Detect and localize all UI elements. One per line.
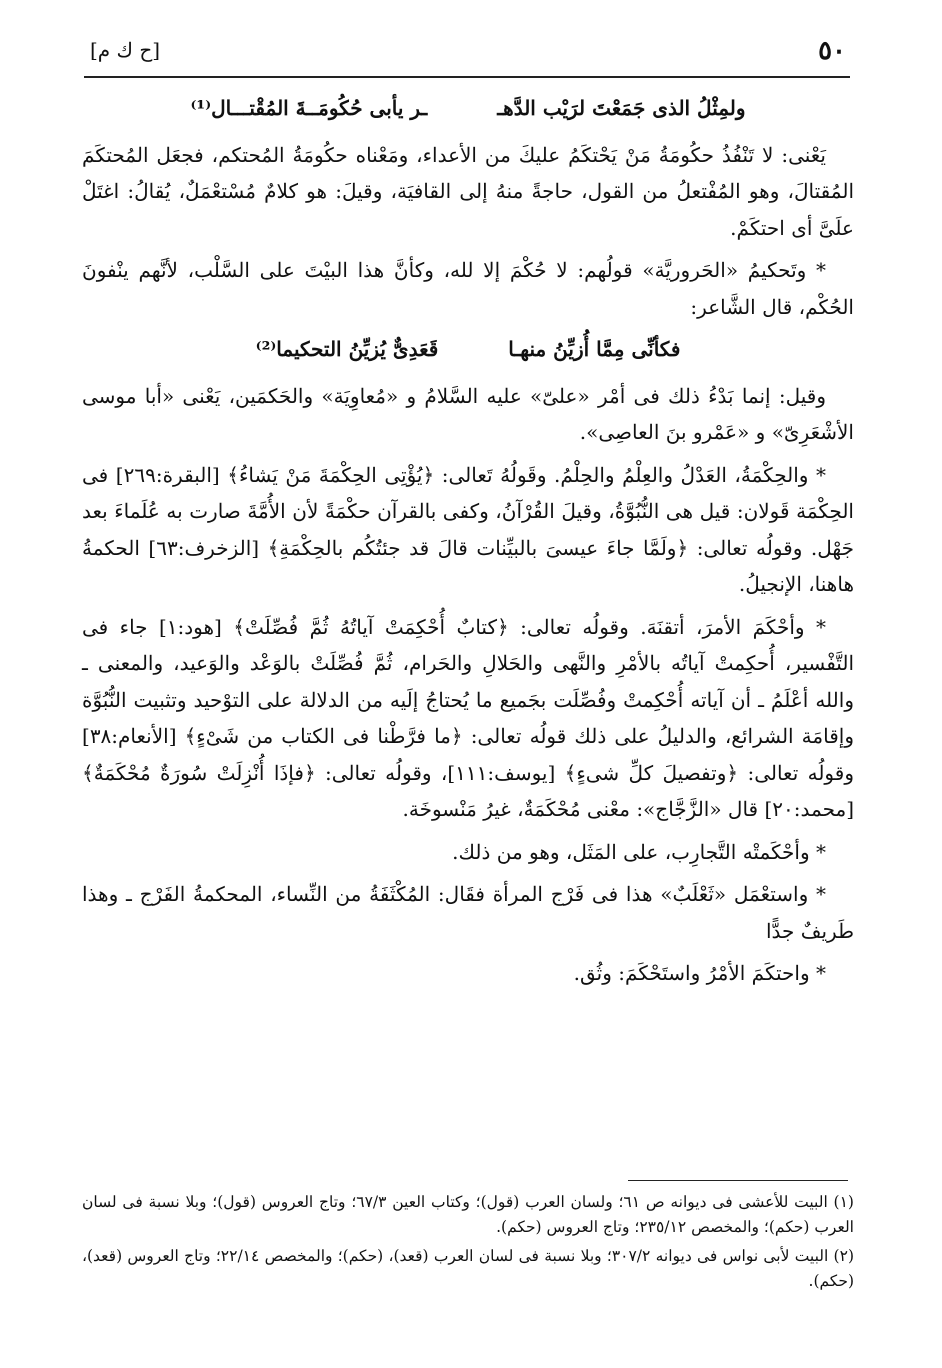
verse-1-first-hemistich: ولمِثْلُ الذى جَمَعْتَ لرَيْب الدَّهـ bbox=[497, 96, 746, 120]
paragraph: * واحتكَمَ الأمْرُ واستَحْكَمَ: وثُق. bbox=[573, 961, 826, 985]
verse-2-second-hemistich: قَعَدِىٌّ يُزيِّنُ التحكيما⁽²⁾ bbox=[255, 337, 439, 361]
paragraph: * وأحْكَمتْه التَّجارِب، على المَثَل، وهو من ذلك. bbox=[452, 839, 826, 864]
footnote: (٢) البيت لأبى نواس فى ديوانه ٣٠٧/٢؛ وبلا نسبة فى لسان العرب (قعد)، (حكم)؛ والمخصص ٢٢/١٤؛ وتاج العروس (قعد)، (حكم). bbox=[82, 1247, 854, 1290]
page-number: ٥٠ bbox=[818, 36, 846, 66]
verse-1-second-hemistich: ـر يأبى حُكُومَــةَ المُقْتـــال⁽¹⁾ bbox=[190, 96, 428, 120]
footnote-divider bbox=[628, 1180, 848, 1181]
verse-2-first-hemistich: فكأنِّى مِمَّا أُزيِّنُ منهـا bbox=[508, 337, 681, 361]
footnotes bbox=[82, 1190, 854, 1298]
footnote: (١) البيت للأعشى فى ديوانه ص ٦١؛ ولسان العرب (قول)؛ وكتاب العين ٦٧/٣؛ وتاج العروس (قول)؛ وبلا نسبة فى لسان العرب (حكم)؛ والمخصص ٢٣٥/١٢؛ وتاج العروس (حكم). bbox=[82, 1193, 854, 1236]
paragraph: يَعْنى: لا تَنْفُذُ حكُومَةُ مَنْ يَحْتكَمُ عليكَ من الأعداء، ومَعْناه حكُومَةُ المُحتكم، فجعَل المُحتكَمَ المُقتالَ، وهو المُفْتعلُ من القول، حاجةً منهُ إلى القافيَة، وقيلَ: هو كلامٌ مُسْتعْمَلٌ، يُقالُ: اغتَلْ علَىَّ أى احتكَمْ. bbox=[82, 142, 854, 240]
verse-2 bbox=[82, 331, 854, 368]
paragraph: * واستعْمَل «ثَعْلَبٌ» هذا فى فَرْج المرأة فقَال: المُكْثَفَةُ من النِّساء، المحكمةُ الفَرْج ـ وهذا طَريفٌ جدًّا bbox=[82, 882, 854, 943]
paragraph: وقيل: إنما بَدْءُ ذلك فى أمْر «علىّ» عليه السَّلامُ و «مُعاوِيَة» والحَكمَين، يَعْنى «أبا موسى الأشْعَرِىّ» و «عَمْرو بنَ العاصِى». bbox=[82, 383, 854, 444]
page-header bbox=[84, 36, 850, 78]
root-tag: [ح ك م] bbox=[90, 38, 161, 62]
verse-1 bbox=[82, 90, 854, 127]
main-text bbox=[82, 86, 854, 998]
paragraph: * وتَحكيمُ «الحَروريَّة» قولُهم: لا حُكْمَ إلا لله، وكأنَّ هذا البيْتَ على السَّلْب، لأنَّهم ينْفونَ الحُكْم، قال الشَّاعر: bbox=[82, 258, 854, 319]
paragraph: * والحِكْمَةُ، العَدْلُ والعِلْمُ والحِلْمُ. وقَولُهُ تَعالى: ﴿يُؤْتِى الحِكْمَةَ مَنْ يَشاءُ﴾ [البقرة:٢٦٩] فى الحِكْمَة قَولان: قيل هى النُّبُوَّةُ، وقيلَ القُرْآنُ، وكفى بالقرآن حكْمَةً لأن الأُمَّةَ صارت به عُلَماءَ بعد جَهْل. وقولُه تعالى: ﴿ولَمَّا جاءَ عيسىَ بالبيِّنات قالَ قد جئتُكُم بالحِكْمَةِ﴾ [الزخرف:٦٣] الحكمةُ هاهنا، الإنجيلُ. bbox=[82, 462, 854, 596]
paragraph: * وأحْكَمَ الأمرَ، أتقنَهَ. وقولُه تعالى: ﴿كتابٌ أُحْكِمَتْ آياتُهُ ثُمَّ فُصِّلَتْ﴾ [هود:١] جاء فى التَّفْسير، أُحكِمتْ آياتُه بالأمْرِ والنَّهى والحَلالِ والحَرام، ثُمَّ فُصِّلَتْ بالوَعْد والوَعيد، والمعنى ـ والله أعْلَمُ ـ أن آياته أُحْكِمتْ وفُصِّلَت بجَميع ما يُحتاجُ إلَيه من الدلالة على التوْحيد وتثبيت النُّبُوَّة وإقامَة الشرائع، والدليلُ على ذلك قولُه تعالى: ﴿ما فرَّطْنا فى الكتاب من شَىْءٍ﴾ [الأنعام:٣٨] وقولُه تعالى: ﴿وتفصيلَ كلِّ شىءٍ﴾ [يوسف:١١١]، وقولُه تعالى: ﴿فإذَا أُنْزِلَتْ سُورَةٌ مُحْكَمَةٌ﴾ [محمد:٢٠] قال «الزَّجَّاج»: معْنى مُحْكَمَةٌ، غيرُ مَنْسوخَة. bbox=[82, 614, 854, 821]
